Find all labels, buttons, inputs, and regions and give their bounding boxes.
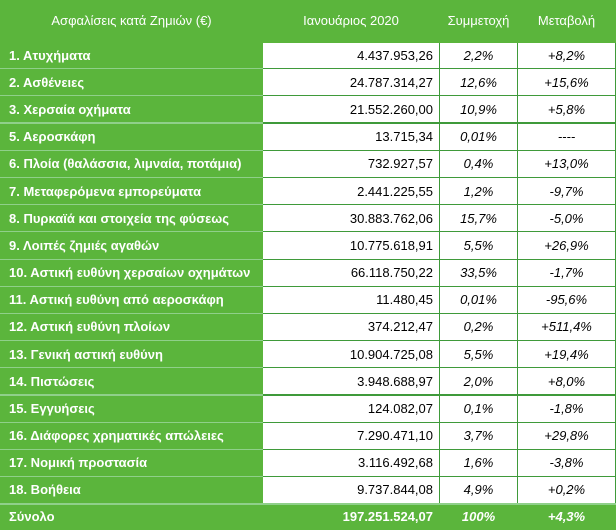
row-change: -1,7% [518, 259, 616, 286]
table-row [1, 286, 616, 313]
table-row [1, 177, 616, 204]
row-share: 12,6% [440, 69, 518, 96]
table-row [1, 96, 616, 123]
row-change: +8,2% [518, 42, 616, 69]
row-share: 5,5% [440, 341, 518, 368]
row-category: 12. Αστική ευθύνη πλοίων [1, 313, 263, 340]
row-share: 1,6% [440, 449, 518, 476]
table-row [1, 449, 616, 476]
header-change: Μεταβολή [518, 1, 616, 42]
header-row [1, 1, 616, 42]
table-row [1, 395, 616, 422]
table-row [1, 42, 616, 69]
row-amount: 11.480,45 [263, 286, 440, 313]
row-amount: 732.927,57 [263, 150, 440, 177]
row-share: 1,2% [440, 177, 518, 204]
row-change: +29,8% [518, 422, 616, 449]
row-category: 10. Αστική ευθύνη χερσαίων οχημάτων [1, 259, 263, 286]
row-category: 2. Ασθένειες [1, 69, 263, 96]
row-change: +26,9% [518, 232, 616, 259]
row-category: 15. Εγγυήσεις [1, 395, 263, 422]
table-row [1, 232, 616, 259]
table-row [1, 123, 616, 150]
row-change: +15,6% [518, 69, 616, 96]
row-amount: 124.082,07 [263, 395, 440, 422]
row-amount: 9.737.844,08 [263, 477, 440, 504]
row-category: 8. Πυρκαϊά και στοιχεία της φύσεως [1, 205, 263, 232]
row-change: -1,8% [518, 395, 616, 422]
row-category: 11. Αστική ευθύνη από αεροσκάφη [1, 286, 263, 313]
table-row [1, 205, 616, 232]
row-share: 2,0% [440, 368, 518, 395]
total-amount: 197.251.524,07 [263, 504, 440, 530]
row-share: 33,5% [440, 259, 518, 286]
row-category: 5. Αεροσκάφη [1, 123, 263, 150]
row-category: 7. Μεταφερόμενα εμπορεύματα [1, 177, 263, 204]
row-share: 0,01% [440, 286, 518, 313]
row-amount: 4.437.953,26 [263, 42, 440, 69]
row-amount: 10.904.725,08 [263, 341, 440, 368]
row-share: 15,7% [440, 205, 518, 232]
row-change: +5,8% [518, 96, 616, 123]
row-change: +0,2% [518, 477, 616, 504]
total-share: 100% [440, 504, 518, 530]
row-change: ---- [518, 123, 616, 150]
row-share: 0,1% [440, 395, 518, 422]
table-row [1, 422, 616, 449]
row-change: +13,0% [518, 150, 616, 177]
row-share: 5,5% [440, 232, 518, 259]
row-amount: 3.948.688,97 [263, 368, 440, 395]
row-category: 14. Πιστώσεις [1, 368, 263, 395]
row-change: -95,6% [518, 286, 616, 313]
table-row [1, 341, 616, 368]
row-amount: 21.552.260,00 [263, 96, 440, 123]
row-share: 3,7% [440, 422, 518, 449]
row-change: +8,0% [518, 368, 616, 395]
row-category: 3. Χερσαία οχήματα [1, 96, 263, 123]
row-amount: 374.212,47 [263, 313, 440, 340]
row-share: 10,9% [440, 96, 518, 123]
row-category: 1. Ατυχήματα [1, 42, 263, 69]
row-share: 4,9% [440, 477, 518, 504]
row-amount: 24.787.314,27 [263, 69, 440, 96]
table-row [1, 259, 616, 286]
table-row [1, 477, 616, 504]
row-change: -9,7% [518, 177, 616, 204]
row-share: 0,01% [440, 123, 518, 150]
header-share: Συμμετοχή [440, 1, 518, 42]
row-change: +19,4% [518, 341, 616, 368]
table-row [1, 313, 616, 340]
table-row [1, 69, 616, 96]
row-amount: 66.118.750,22 [263, 259, 440, 286]
row-amount: 10.775.618,91 [263, 232, 440, 259]
row-category: 9. Λοιπές ζημιές αγαθών [1, 232, 263, 259]
row-amount: 2.441.225,55 [263, 177, 440, 204]
total-change: +4,3% [518, 504, 616, 530]
row-amount: 13.715,34 [263, 123, 440, 150]
row-share: 0,4% [440, 150, 518, 177]
row-share: 0,2% [440, 313, 518, 340]
row-category: 13. Γενική αστική ευθύνη [1, 341, 263, 368]
row-amount: 3.116.492,68 [263, 449, 440, 476]
row-amount: 30.883.762,06 [263, 205, 440, 232]
table-row [1, 150, 616, 177]
row-amount: 7.290.471,10 [263, 422, 440, 449]
row-category: 18. Βοήθεια [1, 477, 263, 504]
row-category: 16. Διάφορες χρηματικές απώλειες [1, 422, 263, 449]
total-label: Σύνολο [1, 504, 263, 530]
row-category: 6. Πλοία (θαλάσσια, λιμναία, ποτάμια) [1, 150, 263, 177]
header-amount: Ιανουάριος 2020 [263, 1, 440, 42]
header-category: Ασφαλίσεις κατά Ζημιών (€) [1, 1, 263, 42]
row-share: 2,2% [440, 42, 518, 69]
table-row [1, 368, 616, 395]
row-change: +511,4% [518, 313, 616, 340]
row-change: -5,0% [518, 205, 616, 232]
row-category: 17. Νομική προστασία [1, 449, 263, 476]
row-change: -3,8% [518, 449, 616, 476]
